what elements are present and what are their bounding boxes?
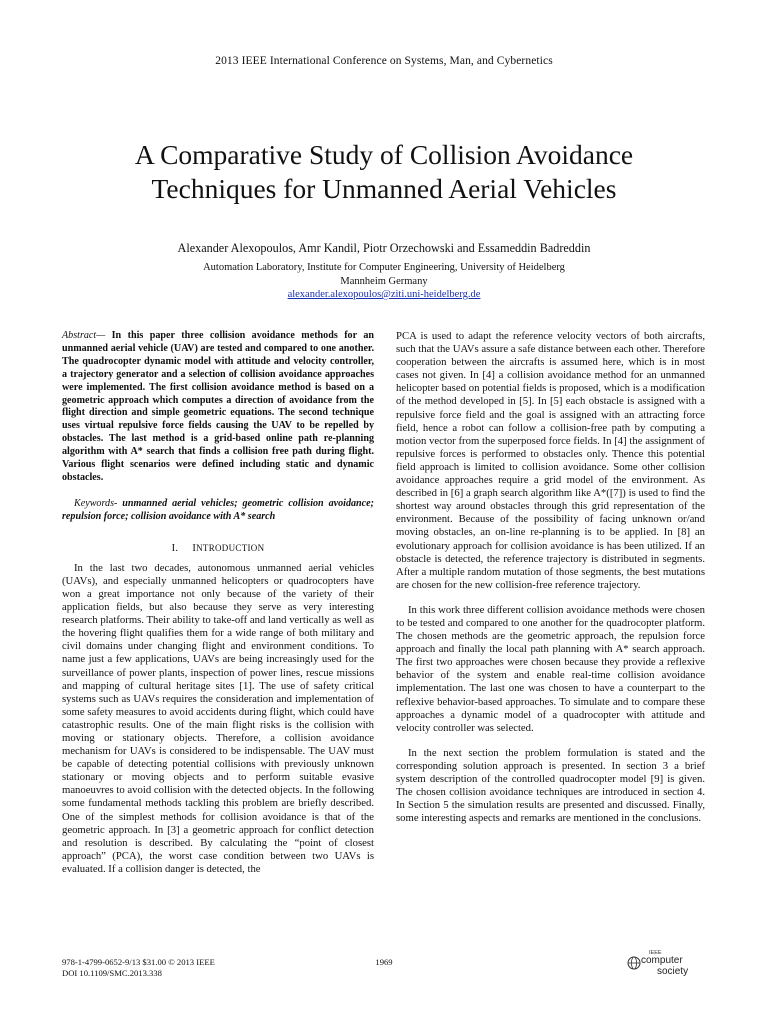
conference-header: 2013 IEEE International Conference on Systems, Man, and Cybernetics (215, 55, 553, 67)
affiliation-institution: Automation Laboratory, Institute for Computer Engineering, University of Heidelberg (203, 262, 565, 273)
intro-paragraph-2: PCA is used to adapt the reference velocity vectors of both aircrafts, such that the UAVs assure a safe distance between each other. Therefore cooperation between the aircrafts is assumed here, which is in most cases not given. In [4] a collision avoidance method for an unmanned helicopter based on potential fields is proposed, which is a modification of the method developed in [5]. In [5] each obstacle is assigned with a repulsive force field and the goal is assigned with an attracting force field, hence a robot can follow a collision-free path by computing a motion vector from the superposed force fields. In [4] the assignment of repulsive forces is performed to obstacles only. Thence this potential field approach is limited to collision avoidance. Some other collision avoidance approaches require a grid model of the environment. As described in [6] a graph search algorithm like A*([7]) is used to find the shortest way around obstacles through this grid representation of the environment. Because of the possibility of facing unknown or/and moving obstacles, an on-line re-planning is to be applied. In [8] an evolutionary approach for collision avoidance is has been utilized. If an obstacle is detected, the reference trajectory is distributed in segments. After a multiple random mutation of those segments, the best mutations are chosen for the new collision-free reference trajectory. (396, 330, 705, 591)
left-column (62, 330, 374, 876)
abstract-label: Abstract— (62, 330, 106, 341)
ieee-computer-society-logo (627, 950, 707, 984)
author-email-link[interactable]: alexander.alexopoulos@ziti.uni-heidelberg.de (287, 289, 481, 300)
keywords-text: unmanned aerial vehicles; geometric collision avoidance; repulsion force; collision avoidance with A* search (62, 497, 374, 522)
section-title-initial: I (192, 542, 197, 554)
affiliation (0, 261, 768, 302)
logo-computer-text: computer (641, 955, 683, 966)
page-number: 1969 (375, 957, 393, 967)
section-heading-introduction (62, 542, 374, 555)
author-list: Alexander Alexopoulos, Amr Kandil, Piotr Orzechowski and Essameddin Badreddin (177, 241, 591, 255)
footer-doi: DOI 10.1109/SMC.2013.338 (62, 968, 162, 978)
abstract (62, 330, 374, 485)
intro-paragraph-1: In the last two decades, autonomous unmanned aerial vehicles (UAVs), and especially unmanned helicopters or quadrocopters have won a great importance not only because of the variety of their application fields, but also because they serve as very interesting research platforms. Their ability to take-off and land vertically as well as the hovering flight qualifies them for a wide range of both military and civil domains under changing flight and environment conditions. To name just a few applications, UAVs are being increasingly used for the surveillance of power plants, inspection of power lines, rescue missions and mapping of cultural heritage sites [1]. The use of safety critical systems such as UAVs requires the consideration and implementation of some safety measures to avoid accidents during flight, which could have catastrophic results. One of the main flight risks is the collision with moving or stationary objects. Therefore, a collision avoidance mechanism for UAVs is considered to be indispensable. The UAV must be capable of detecting potential collisions with previously unknown stationary or moving objects and to perform suitable evasive manoeuvres to avoid collision with the detected objects. In the following some fundamental methods tackling this problem are briefly described. One of the simplest methods for collision avoidance is that of the geometric approach. In [3] a geometric approach for conflict detection and resolution is described. By calculating the “point of closest approach” (PCA), the worst case condition between two UAVs is evaluated. If a collision danger is detected, the (62, 561, 374, 875)
affiliation-location: Mannheim Germany (340, 275, 428, 287)
footer-isbn: 978-1-4799-0652-9/13 $31.00 © 2013 IEEE (62, 957, 215, 967)
keywords-label: Keywords- (74, 497, 118, 509)
keywords (62, 498, 374, 524)
intro-paragraph-3: In this work three different collision avoidance methods were chosen to be tested and compared to one another for the quadrocopter platform. The chosen methods are the geometric approach, the repulsion force approach and finally the local path planning with A* search approach. The first two approaches were chosen because they provide a reflexive behavior of the system and enable real-time collision avoidance implementation. The last one was chosen to have a counterpart to the reflexive behavior-based approaches. To simulate and to compare these approaches a dynamic model of a quadrocopter with attitude and velocity controller was selected. (396, 603, 705, 734)
right-column (396, 330, 705, 825)
title-line-2: Techniques for Unmanned Aerial Vehicles (151, 173, 617, 204)
logo-society-text: society (657, 966, 689, 977)
paper-title (0, 138, 768, 206)
globe-icon (627, 956, 641, 970)
intro-paragraph-4: In the next section the problem formulation is stated and the corresponding solution approach is presented. In section 3 a brief system description of the controlled quadrocopter model [9] is given. The chosen collision avoidance techniques are introduced in section 4. In Section 5 the simulation results are presented and discussed. Finally, some interesting aspects and remarks are mentioned in the conclusions. (396, 746, 705, 825)
section-number: I. (171, 542, 179, 554)
logo-ieee-text: IEEE (649, 950, 662, 956)
title-line-1: A Comparative Study of Collision Avoidance (134, 139, 634, 170)
section-title-rest: NTRODUCTION (196, 542, 265, 553)
abstract-text: In this paper three collision avoidance methods for an unmanned aerial vehicle (UAV) are tested and compared to one another. The quadrocopter dynamic model with attitude and velocity controller, a trajectory generator and a selection of collision avoidance approaches were implemented. The first collision avoidance method is based on a geometric approach which computes a direction of avoidance from the flight direction and simple geometric equations. The second technique uses virtual repulsive force fields causing the UAV to be repelled by obstacles. The last method is a grid-based online path re-planning algorithm with A* search that finds a collision free path during flight. Various flight scenarios were defined including static and dynamic obstacles. (62, 330, 374, 483)
